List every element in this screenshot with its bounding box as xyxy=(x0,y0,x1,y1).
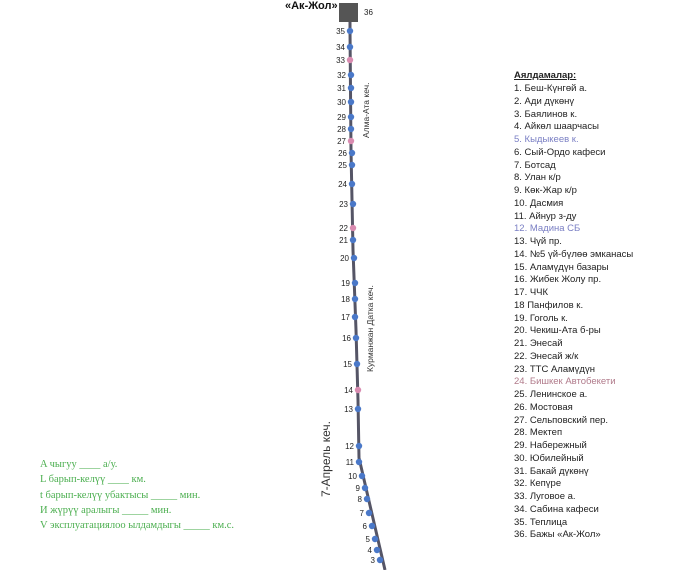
legend-item: 6. Сый-Ордо кафеси xyxy=(514,146,606,158)
terminal-box xyxy=(339,3,358,22)
legend-item: 22. Энесай ж/к xyxy=(514,350,579,362)
stop-marker-25 xyxy=(349,162,355,168)
legend-item: 1. Беш-Күнгөй а. xyxy=(514,83,588,94)
stop-marker-19 xyxy=(352,280,358,286)
stop-number-10: 10 xyxy=(348,472,357,481)
stop-marker-27 xyxy=(348,138,354,144)
legend-title: Аялдамалар: xyxy=(514,70,577,81)
legend-item: 13. Чүй пр. xyxy=(514,236,562,247)
stop-marker-9 xyxy=(362,485,368,491)
legend-item: 33. Луговое а. xyxy=(514,491,576,502)
stops-legend xyxy=(514,70,694,542)
legend-item: 5. Кыдыкеев к. xyxy=(514,134,579,145)
legend-item: 32. Кепүре xyxy=(514,478,562,490)
stop-marker-4 xyxy=(374,547,380,553)
stop-marker-5 xyxy=(372,536,378,542)
legend-item: 8. Улан к/р xyxy=(514,172,561,184)
route-parameters xyxy=(40,457,234,533)
param-departures: A чыгуу ____ а/у. xyxy=(40,459,118,470)
legend-item: 17. ЧЧК xyxy=(514,287,549,298)
legend-item: 29. Набережный xyxy=(514,440,587,451)
stop-number-19: 19 xyxy=(341,279,350,288)
stop-number-17: 17 xyxy=(341,313,350,322)
stop-number-33: 33 xyxy=(336,56,345,65)
legend-item: 34. Сабина кафеси xyxy=(514,503,599,515)
stop-marker-28 xyxy=(348,126,354,132)
legend-item: 36. Бажы «Ак-Жол» xyxy=(514,529,601,541)
legend-item: 35. Теплица xyxy=(514,516,568,528)
legend-item: 16. Жибек Жолу пр. xyxy=(514,274,602,286)
stop-number-11: 11 xyxy=(345,458,354,467)
stop-marker-6 xyxy=(369,523,375,529)
legend-list xyxy=(514,83,694,542)
stop-marker-35 xyxy=(347,28,353,34)
param-speed: V эксплуатациялоо ылдамдыгы _____ км.с. xyxy=(40,520,235,532)
legend-item: 10. Дасмия xyxy=(514,197,564,209)
stop-marker-7 xyxy=(366,510,372,516)
legend-item: 31. Бакай дүкөнү xyxy=(514,465,589,477)
legend-item: 14. №5 үй-бүлөө эмканасы xyxy=(514,248,634,260)
stop-number-22: 22 xyxy=(339,224,348,233)
stop-marker-26 xyxy=(349,150,355,156)
stop-marker-16 xyxy=(353,335,359,341)
stop-marker-13 xyxy=(355,406,361,412)
stop-number-29: 29 xyxy=(337,113,346,122)
stop-number-16: 16 xyxy=(342,334,351,343)
street-label-april7: 7-Апрель кеч. xyxy=(319,421,333,497)
stop-number-31: 31 xyxy=(337,84,346,93)
legend-item: 26. Мостовая xyxy=(514,401,573,413)
legend-item: 28. Мектеп xyxy=(514,427,563,439)
legend-item: 3. Баялинов к. xyxy=(514,108,578,120)
stop-marker-18 xyxy=(352,296,358,302)
stop-number-5: 5 xyxy=(365,535,370,544)
stop-marker-21 xyxy=(350,237,356,243)
stop-number-35: 35 xyxy=(336,27,345,36)
stop-number-34: 34 xyxy=(336,43,345,52)
stops-layer xyxy=(336,27,383,565)
stop-number-30: 30 xyxy=(337,98,346,107)
stop-marker-23 xyxy=(350,201,356,207)
stop-number-25: 25 xyxy=(338,161,347,170)
stop-marker-11 xyxy=(356,459,362,465)
stop-marker-22 xyxy=(350,225,356,231)
stop-number-18: 18 xyxy=(341,295,350,304)
stop-marker-29 xyxy=(348,114,354,120)
legend-item: 23. ТТС Аламүдүн xyxy=(514,363,595,375)
stop-marker-3 xyxy=(377,557,383,563)
stop-number-21: 21 xyxy=(339,236,348,245)
stop-number-6: 6 xyxy=(362,522,367,531)
legend-item: 30. Юбилейный xyxy=(514,452,584,464)
terminal-number: 36 xyxy=(364,8,373,17)
stop-number-14: 14 xyxy=(344,386,353,395)
stop-number-26: 26 xyxy=(338,149,347,158)
legend-item: 27. Сельповский пер. xyxy=(514,414,609,426)
stop-number-27: 27 xyxy=(337,137,346,146)
legend-item: 24. Бишкек Автобекети xyxy=(514,376,616,388)
stop-number-13: 13 xyxy=(344,405,353,414)
stop-marker-10 xyxy=(359,473,365,479)
legend-item: 4. Айкөл шаарчасы xyxy=(514,121,599,133)
stop-marker-30 xyxy=(348,99,354,105)
param-length: L барып-келүү ____ км. xyxy=(40,474,146,486)
stop-number-3: 3 xyxy=(370,556,375,565)
param-interval: И жүрүү аралыгы _____ мин. xyxy=(40,504,172,516)
stop-marker-14 xyxy=(355,387,361,393)
stop-marker-24 xyxy=(349,181,355,187)
stop-number-20: 20 xyxy=(340,254,349,263)
terminal-name: «Ак-Жол» xyxy=(285,0,338,12)
stop-marker-8 xyxy=(364,496,370,502)
stop-number-32: 32 xyxy=(337,71,346,80)
legend-item: 20. Чекиш-Ата б-ры xyxy=(514,325,601,337)
stop-number-15: 15 xyxy=(343,360,352,369)
legend-item: 21. Энесай xyxy=(514,338,563,349)
stop-marker-32 xyxy=(348,72,354,78)
stop-marker-31 xyxy=(348,85,354,91)
legend-item: 15. Аламүдүн базары xyxy=(514,261,609,273)
legend-item: 11. Айнур з-ду xyxy=(514,210,577,222)
stop-marker-33 xyxy=(347,57,353,63)
stop-number-4: 4 xyxy=(367,546,372,555)
legend-item: 9. Көк-Жар к/р xyxy=(514,185,577,196)
street-label-kurmanjan: Курманжан Датка кеч. xyxy=(365,285,375,372)
stop-number-23: 23 xyxy=(339,200,348,209)
legend-item: 7. Ботсад xyxy=(514,159,556,171)
stop-marker-12 xyxy=(356,443,362,449)
street-label-alma-ata: Алма-Ата кеч. xyxy=(361,82,371,138)
stop-number-28: 28 xyxy=(337,125,346,134)
legend-item: 25. Ленинское а. xyxy=(514,389,588,400)
param-round-trip-time: t барып-келүү убактысы _____ мин. xyxy=(40,489,201,501)
stop-marker-20 xyxy=(351,255,357,261)
legend-item: 2. Ади дүкөнү xyxy=(514,95,575,107)
stop-number-8: 8 xyxy=(357,495,362,504)
stop-marker-15 xyxy=(354,361,360,367)
legend-item: 18 Панфилов к. xyxy=(514,299,584,311)
stop-number-24: 24 xyxy=(338,180,347,189)
stop-marker-34 xyxy=(347,44,353,50)
stop-marker-17 xyxy=(352,314,358,320)
stop-number-9: 9 xyxy=(355,484,360,493)
legend-item: 19. Гоголь к. xyxy=(514,312,568,324)
legend-item: 12. Мадина СБ xyxy=(514,223,581,235)
stop-number-7: 7 xyxy=(359,509,364,518)
stop-number-12: 12 xyxy=(345,442,354,451)
